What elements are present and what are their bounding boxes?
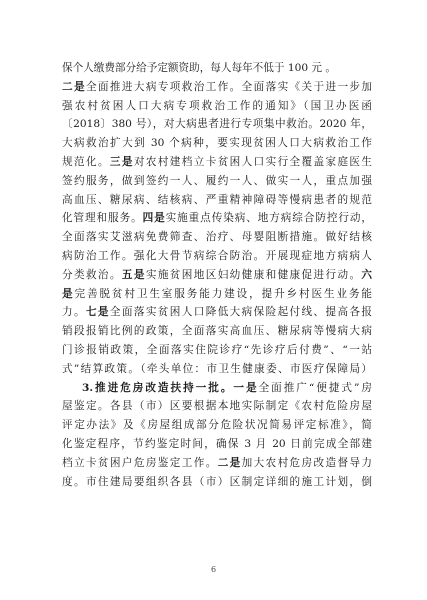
text-run: 化管理和服务。	[62, 212, 143, 225]
text-run: 屋鉴定。各县（市）区要根据本地实际制定《农村危险房屋	[62, 400, 372, 413]
text-run: 全面落实贫困人口降低大病保险起付线、提高各报	[109, 306, 372, 319]
text-run: 加大农村危房改造督导力	[241, 456, 372, 469]
text-run: 评定办法》及《房屋组成部分危险状况简易评定标准》，简	[62, 419, 372, 432]
page-number: 6	[210, 565, 217, 574]
text-line	[62, 322, 372, 341]
text-line	[62, 341, 372, 360]
text-line	[62, 59, 372, 78]
bold-run: 3.推进危房改造扶持一批。	[82, 381, 234, 394]
bold-run: 四是	[142, 212, 166, 225]
text-line	[62, 473, 372, 492]
text-run: 完善脱贫村卫生室服务能力建设，提升乡村医生业务能	[74, 287, 372, 300]
text-run: 力。	[62, 306, 86, 319]
text-line	[62, 360, 372, 379]
text-line	[62, 209, 372, 228]
text-line	[62, 191, 372, 210]
bold-run: 二是	[62, 80, 86, 93]
text-run: 实施重点传染病、地方病综合防控行动，	[165, 212, 372, 225]
text-run: 大病救治扩大到 30 个病种，要实现贫困人口大病救治工作	[62, 137, 372, 150]
text-run: 分类救治。	[62, 268, 122, 281]
text-run: 保个人缴费部分给予定额资助，每人每年不低于 100 元 。	[62, 62, 336, 74]
text-run: 签约服务，做到签约一人、履约一人、做实一人，重点加强	[62, 174, 372, 187]
text-run: 全面推进大病专项救治工作。全面落实《关于进一步加	[85, 80, 372, 93]
bold-run: 是	[62, 287, 75, 300]
text-run: 高血压、糖尿病、结核病、严重精神障碍等慢病患者的规范	[62, 193, 372, 206]
text-run: 对农村建档立卡贫困人口实行全覆盖家庭医生	[133, 155, 372, 168]
bold-run: 七是	[85, 306, 110, 319]
text-run: 门诊报销政策，全面落实住院诊疗“先诊疗后付费”、“一站	[62, 343, 372, 356]
bold-run: 六	[361, 268, 372, 281]
text-run: 〔2018〕380 号），对大病患者进行专项集中救治。2020 年，	[62, 118, 372, 131]
text-line	[62, 172, 372, 191]
text-line	[62, 285, 372, 304]
text-run: 档立卡贫困户危房鉴定工作。	[62, 456, 218, 469]
text-run: 实施贫困地区妇幼健康和健康促进行动。	[145, 268, 362, 281]
text-run: 强农村贫困人口大病专项救治工作的通知》（国卫办医函	[62, 99, 372, 112]
text-line	[62, 247, 372, 266]
text-line	[62, 228, 372, 247]
text-line	[62, 97, 372, 116]
text-run: 度。市住建局要组织各县（市）区制定详细的施工计划，倒	[62, 475, 372, 488]
text-line	[62, 435, 372, 454]
bold-run: 五是	[121, 268, 146, 281]
text-run: 全面推广“便捷式”房	[258, 381, 372, 394]
text-line	[62, 454, 372, 473]
bold-run: 一是	[233, 381, 259, 394]
bold-run: 三是	[109, 155, 134, 168]
text-line	[62, 416, 372, 435]
text-line	[62, 379, 372, 398]
bold-run: 二是	[217, 456, 242, 469]
text-line	[62, 115, 372, 134]
text-run: 病防治工作。强化大骨节病综合防治。开展现症地方病病人	[62, 249, 372, 262]
text-line	[62, 78, 372, 97]
body-text	[62, 59, 372, 491]
text-line	[62, 134, 372, 153]
text-run: 规范化。	[62, 155, 110, 168]
text-run: 式”结算政策。（牵头单位：市卫生健康委、市医疗保障局）	[62, 362, 372, 375]
text-line	[62, 266, 372, 285]
text-line	[62, 303, 372, 322]
text-line	[62, 153, 372, 172]
text-run: 化鉴定程序，节约鉴定时间，确保 3 月 20 日前完成全部建	[62, 437, 372, 450]
text-line	[62, 397, 372, 416]
text-run: 销段报销比例的政策，全面落实高血压、糖尿病等慢病大病	[62, 325, 372, 338]
text-run: 全面落实艾滋病免费筛查、治疗、母婴阻断措施。做好结核	[62, 231, 372, 244]
